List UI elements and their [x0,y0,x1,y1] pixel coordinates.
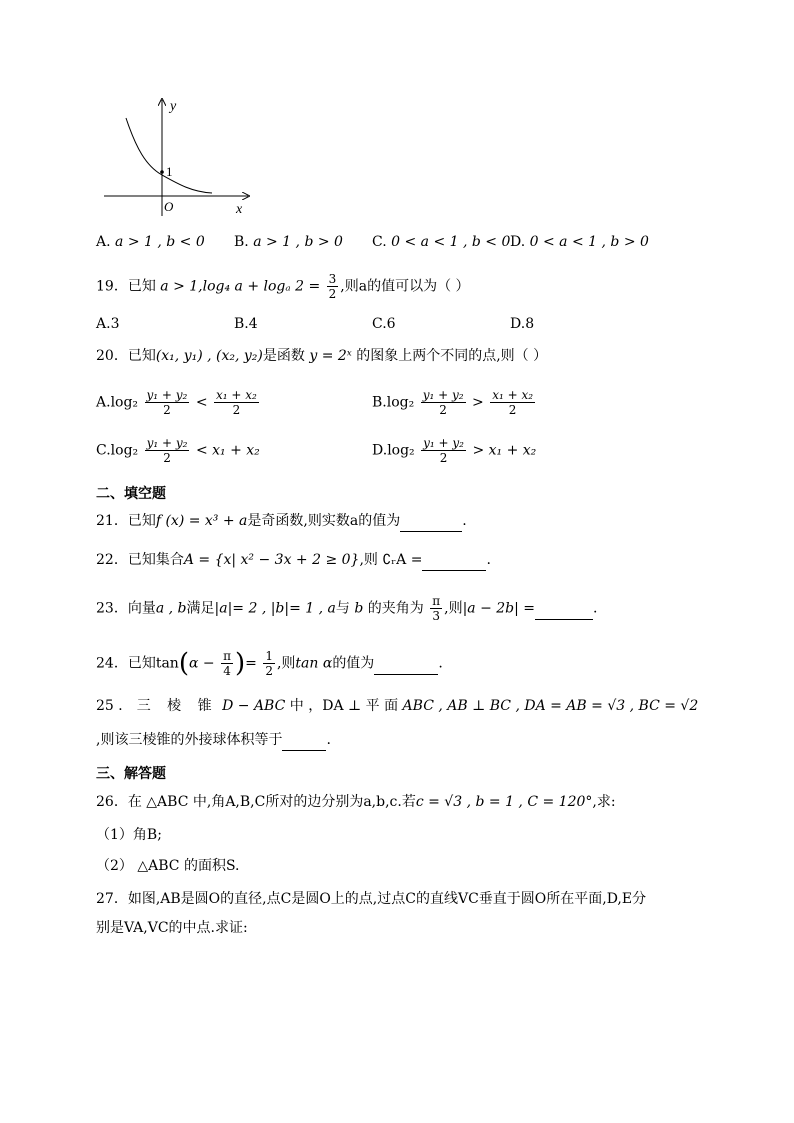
option-text: 6 [386,316,396,332]
question-number: 26． [96,794,128,810]
fraction [214,388,259,417]
question-24: 24．已知tan(α − $\frac{\pi}{4}$ )= $\frac{1}{2}$ ,则tan α的值为 . [96,648,443,679]
question-number: 23． [96,600,128,617]
log-text: log₂ [386,394,415,411]
math-expr: a > 1,log₄ a + logₐ 2 = [160,278,321,295]
question-text: ,则 [444,600,463,617]
frac-num: x₁ + x₂ [492,388,534,402]
math-expr: y = 2ˣ [309,348,352,364]
question-text: ,则 [276,655,296,672]
answer-blank[interactable] [422,550,486,571]
question-text: 已知 [127,278,156,295]
frac-den: 2 [163,403,171,417]
option-letter: D. [372,442,388,459]
question-number: 20． [96,348,128,364]
option-letter: C. [96,442,111,459]
rhs: x₁ + x₂ [488,442,537,459]
math-expr: A = {x| x² − 3x + 2 ≥ 0} [183,552,360,568]
math-expr: (x₁, y₁) , (x₂, y₂) [155,348,263,364]
frac-num: y₁ + y₂ [422,388,464,402]
math-expr: b [354,600,364,617]
fraction [490,388,535,417]
period: . [593,600,598,617]
math-expr: DA ⊥ 平 面 [322,698,399,714]
question-19 [96,272,470,301]
question-text: 已知集合 [127,552,184,568]
q20-option-a[interactable] [96,388,261,417]
fraction [430,594,442,623]
fraction [145,388,190,417]
frac-num: 3 [328,272,337,286]
frac-den: 2 [163,451,171,465]
math-expr: D − ABC [222,698,286,714]
question-text: 三 棱 锥 [136,698,218,714]
q19-option-b[interactable] [234,316,258,332]
question-number: 22． [96,552,128,568]
exponential-graph [100,96,260,220]
relation: > [472,442,485,459]
relation: > [472,394,484,411]
rhs: x₁ + x₂ [212,442,260,459]
option-letter: A. [96,316,111,332]
question-text: 与 [335,600,350,617]
question-text: 已知 [127,655,156,672]
question-22 [96,550,491,571]
curve [126,118,212,193]
fraction [221,649,233,678]
answer-blank[interactable] [400,511,462,532]
one-label: 1 [166,164,173,179]
question-text: 的图象上两个不同的点,则（ ） [356,348,548,364]
frac-den: 2 [439,451,448,465]
relation: < [195,442,208,459]
frac-den: 2 [328,287,337,301]
option-text: 0 < a < 1 , b < 0 [391,234,511,250]
log-text: log₂ [387,442,415,459]
question-number: 25 [96,698,114,714]
question-number: 27． [96,891,128,907]
frac-den: 4 [223,664,231,678]
frac-den: 2 [232,403,241,417]
frac-num: y₁ + y₂ [146,436,188,450]
option-text: 8 [525,316,535,332]
question-21 [96,511,467,532]
answer-blank[interactable] [282,730,326,751]
frac-num: π [432,594,441,608]
option-letter: C. [372,316,387,332]
equals: = [245,655,257,672]
math-expr: |a − 2b| = [462,600,536,617]
question-text: 是奇函数,则实数a的值为 [247,513,401,529]
fraction [327,272,339,301]
period: . [326,732,331,748]
frac-num: y₁ + y₂ [423,436,464,450]
option-letter: B. [372,394,387,411]
q20-option-c[interactable] [96,436,260,465]
question-text: 是函数 [262,348,305,364]
q19-option-a[interactable] [96,316,119,332]
option-letter: B. [234,234,249,250]
frac-den: 2 [508,403,517,417]
log-text: log₂ [110,394,139,411]
period: . [486,552,491,568]
question-text: 在 △ABC 中,角A,B,C所对的边分别为a,b,c.若 [127,794,416,810]
math-expr: tan [155,655,179,672]
q20-option-d[interactable] [372,436,536,465]
option-letter: D. [510,234,526,250]
question-text: 的值为 [332,655,375,672]
q18-option-d[interactable] [510,234,649,250]
question-23 [96,594,598,623]
section-heading-solutions: 三、解答题 [96,766,166,782]
option-text: 4 [248,316,258,332]
question-text: ,则a的值可以为（ ） [340,278,470,295]
math-expr: tan α [295,655,333,672]
question-text: 的夹角为 [367,600,424,617]
frac-den: 2 [439,403,447,417]
frac-num: y₁ + y₂ [146,388,188,402]
period: . [438,655,443,672]
y-axis-label: y [170,99,177,114]
period: . [462,513,467,529]
question-27-line-2: 别是VA,VC的中点.求证: [96,920,248,936]
frac-den: 2 [265,664,273,678]
math-expr: |a|= 2 , |b|= 1 , a [214,600,336,617]
question-text: 已知 [127,513,156,529]
question-text: 已知 [127,348,156,364]
answer-blank[interactable] [374,654,438,675]
question-number: 24． [96,655,128,672]
q18-option-b[interactable] [234,234,343,250]
answer-blank[interactable] [535,599,593,620]
fraction [145,436,190,465]
relation: < [195,394,208,411]
question-text: ,则该三棱锥的外接球体积等于 [96,732,283,748]
option-letter: D. [510,316,526,332]
point-one [160,170,164,174]
fraction [421,436,466,465]
frac-num: x₁ + x₂ [216,388,257,402]
question-26 [96,792,616,812]
option-text: 0 < a < 1 , b > 0 [529,234,649,250]
frac-num: 1 [265,649,273,663]
log-text: log₂ [110,442,139,459]
question-26-part-2: （2） △ABC 的面积S. [96,858,240,874]
question-number: 21． [96,513,128,529]
question-text: 中 ， [289,698,323,714]
question-text: ,求: [592,794,616,810]
question-text: 如图,AB是圆O的直径,点C是圆O上的点,过点C的直线VC垂直于圆O所在平面,D,E分 [127,891,647,907]
q18-option-c[interactable] [372,234,510,250]
q20-option-b[interactable] [372,388,537,417]
option-letter: A. [96,394,111,411]
option-letter: A. [96,234,111,250]
question-text: 向量 [127,600,156,617]
fraction [421,388,466,417]
question-text: 满足 [186,600,215,617]
math-expr: a , b [155,600,187,617]
frac-den: 3 [432,609,440,623]
option-text: a > 1 , b > 0 [253,234,343,250]
q19-option-c[interactable] [372,316,396,332]
origin-label: O [164,199,174,214]
fraction [263,649,275,678]
q18-option-a[interactable] [96,234,205,250]
q19-option-d[interactable] [510,316,534,332]
question-number-dot: ． [118,698,133,714]
option-text: 3 [110,316,120,332]
question-number: 19． [96,278,128,295]
question-20 [96,346,547,366]
question-25 [96,696,698,716]
question-26-part-1: （1）角B; [96,827,162,843]
x-axis-label: x [236,202,243,217]
math-expr: α − [188,655,215,672]
question-25-line-2 [96,730,331,751]
section-heading-fill-in: 二、填空题 [96,486,166,502]
question-27 [96,889,646,909]
question-text: ,则 ∁ᵣA = [359,552,423,568]
math-expr: c = √3 , b = 1 , C = 120° [415,794,593,810]
math-expr: ABC , AB ⊥ BC , DA = AB = √3 , BC = √2 [402,698,699,714]
option-text: a > 1 , b < 0 [115,234,205,250]
option-letter: B. [234,316,249,332]
math-expr: f (x) = x³ + a [155,513,248,529]
frac-num: π [223,649,231,663]
option-letter: C. [372,234,387,250]
